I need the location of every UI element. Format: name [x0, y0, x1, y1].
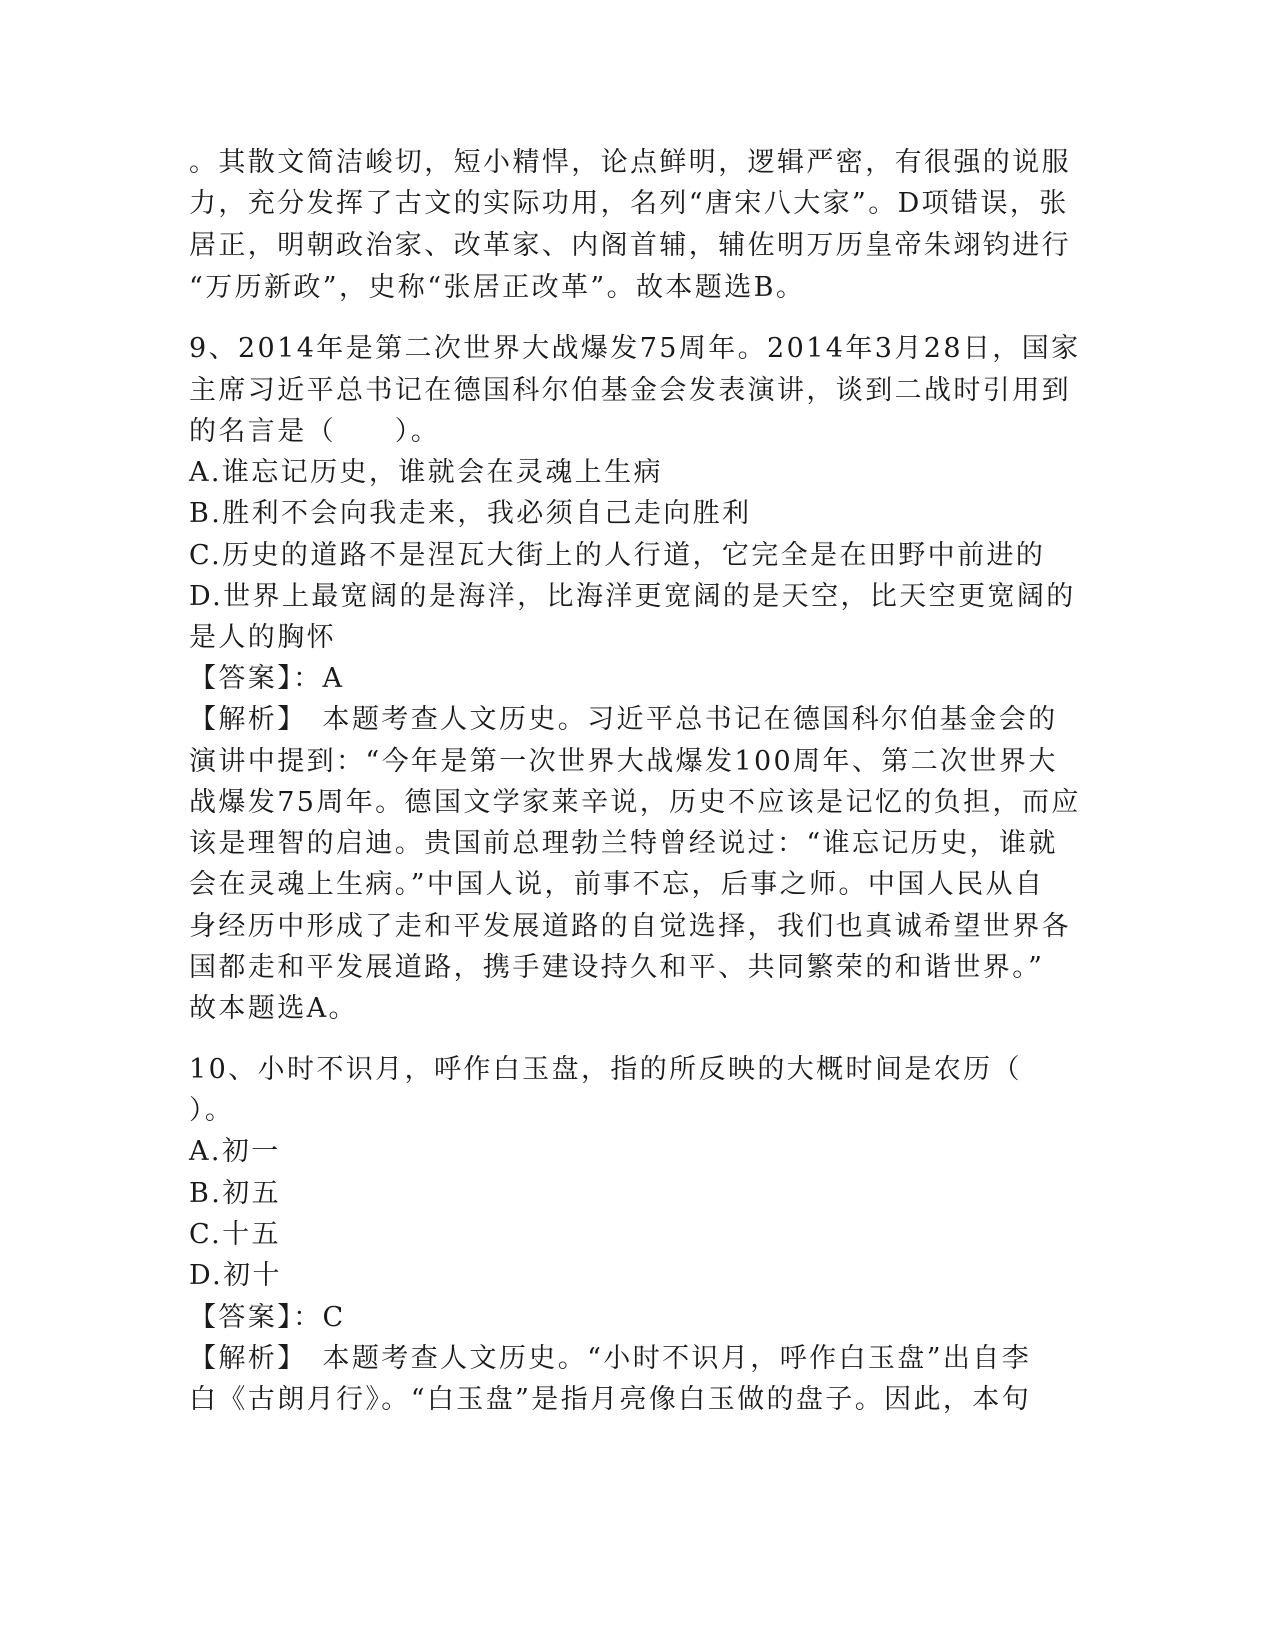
- q10-option-a: A.初一: [189, 1136, 281, 1167]
- q9-question-line-1: 9、2014年是第二次世界大战爆发75周年。2014年3月28日，国家: [189, 333, 1081, 364]
- q10-analysis-line-1: 【解析】 本题考查人文历史。“小时不识月，呼作白玉盘”出自李: [189, 1343, 1032, 1374]
- q9-analysis-line-1: 【解析】 本题考查人文历史。习近平总书记在德国科尔伯基金会的: [189, 704, 1058, 735]
- q9-question-line-3: 的名言是（ ）。: [189, 416, 441, 447]
- q10-option-b: B.初五: [189, 1178, 282, 1209]
- q10-option-d: D.初十: [189, 1260, 282, 1291]
- q10-question-line-2: ）。: [189, 1095, 235, 1126]
- q9-option-a: A.谁忘记历史，谁就会在灵魂上生病: [189, 457, 663, 488]
- q9-question-line-2: 主席习近平总书记在德国科尔伯基金会发表演讲，谈到二战时引用到: [189, 375, 1071, 406]
- q9-option-d-line-1: D.世界上最宽阔的是海洋，比海洋更宽阔的是天空，比天空更宽阔的: [189, 581, 1076, 612]
- intro-line-4: “万历新政”，史称“张居正改革”。故本题选B。: [189, 272, 806, 303]
- q9-analysis-line-2: 演讲中提到：“今年是第一次世界大战爆发100周年、第二次世界大: [189, 746, 1058, 777]
- q10-analysis-line-2: 白《古朗月行》。“白玉盘”是指月亮像白玉做的盘子。因此，本句: [189, 1384, 1032, 1415]
- q9-analysis-line-3: 战爆发75周年。德国文学家莱辛说，历史不应该是记忆的负担，而应: [189, 787, 1081, 818]
- q10-question-line-1: 10、小时不识月，呼作白玉盘，指的所反映的大概时间是农历（: [189, 1054, 1022, 1085]
- q9-analysis-line-8: 故本题选A。: [189, 993, 358, 1024]
- q9-option-b: B.胜利不会向我走来，我必须自己走向胜利: [189, 498, 752, 529]
- q10-option-c: C.十五: [189, 1219, 281, 1250]
- q9-analysis-line-5: 会在灵魂上生病。”中国人说，前事不忘，后事之师。中国人民从自: [189, 869, 1045, 900]
- intro-line-3: 居正，明朝政治家、改革家、内阁首辅，辅佐明万历皇帝朱翊钧进行: [189, 230, 1071, 261]
- q9-option-d-line-2: 是人的胸怀: [189, 622, 336, 653]
- q9-analysis-line-6: 身经历中形成了走和平发展道路的自觉选择，我们也真诚希望世界各: [189, 911, 1071, 942]
- intro-line-2: 力，充分发挥了古文的实际功用，名列“唐宋八大家”。D项错误，张: [189, 188, 1069, 219]
- q9-analysis-line-7: 国都走和平发展道路，携手建设持久和平、共同繁荣的和谐世界。”: [189, 952, 1045, 983]
- q10-answer: 【答案】：C: [189, 1302, 346, 1333]
- q9-analysis-line-4: 该是理智的启迪。贵国前总理勃兰特曾经说过：“谁忘记历史，谁就: [189, 828, 1058, 859]
- q9-option-c: C.历史的道路不是涅瓦大街上的人行道，它完全是在田野中前进的: [189, 540, 1046, 571]
- q9-answer: 【答案】：A: [189, 663, 345, 694]
- intro-line-1: 。其散文简洁峻切，短小精悍，论点鲜明，逻辑严密，有很强的说服: [189, 147, 1071, 178]
